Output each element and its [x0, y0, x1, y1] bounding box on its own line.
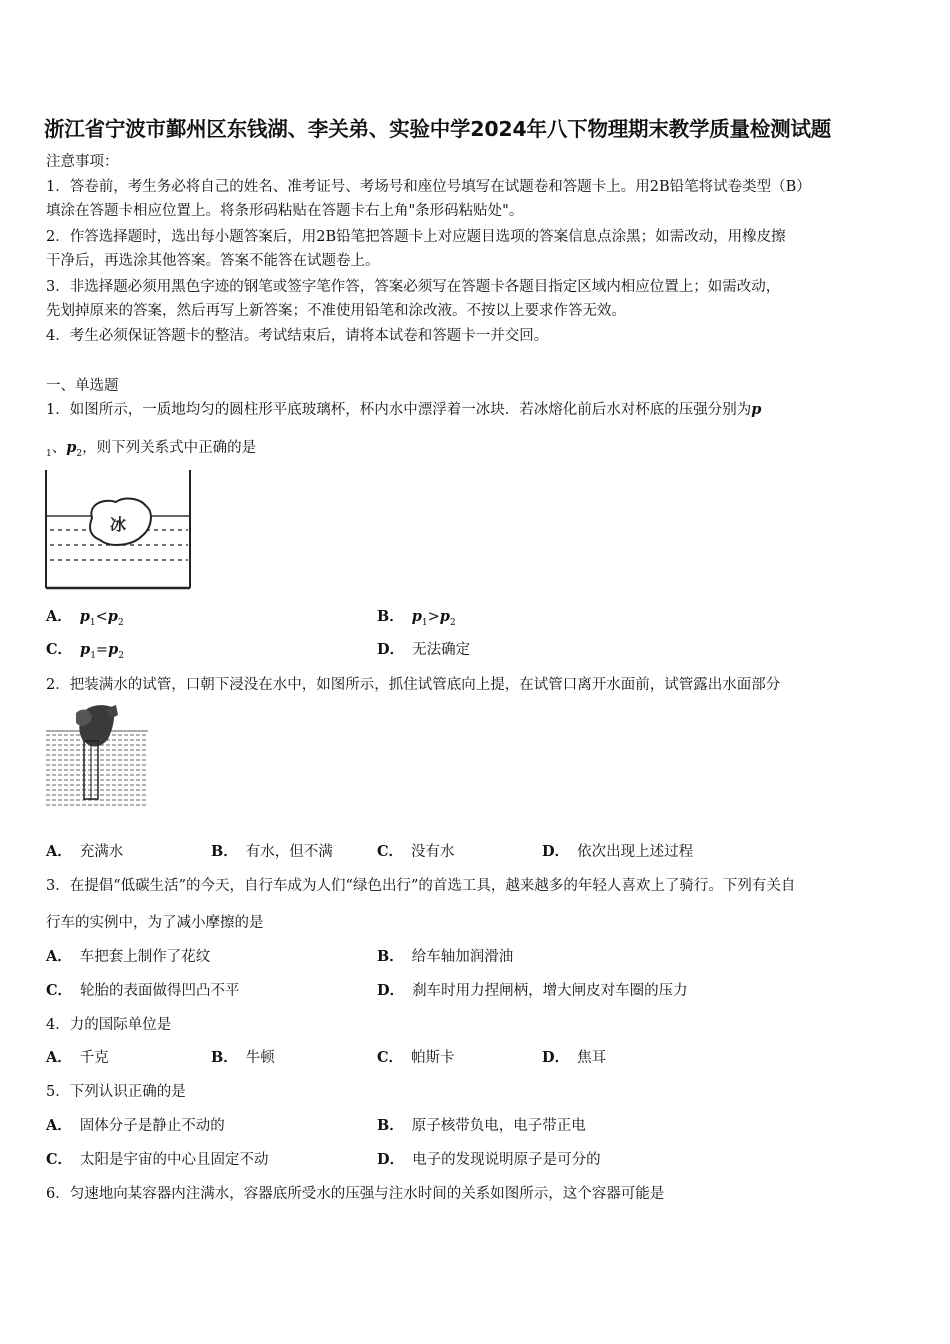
q3-option-c-text: 轮胎的表面做得凹凸不平: [80, 983, 240, 999]
q1-option-c-sub1: 1: [90, 650, 96, 661]
q1-option-a-op: <: [95, 609, 108, 625]
notice-line-5: 3．非选择题必须用黑色字迹的钢笔或签字笔作答，答案必须写在答题卡各题目指定区域内相应位置上；如需改动，: [46, 279, 781, 295]
q1-option-a-var2: p: [107, 608, 118, 625]
q4-option-b-label: B．: [211, 1049, 238, 1066]
q1-var-p: p: [751, 401, 762, 418]
q2-option-a[interactable]: [46, 842, 123, 862]
q1-sep: 、: [51, 440, 67, 456]
q2-option-c-label: C．: [377, 843, 404, 860]
q1-option-c-label: C．: [46, 641, 73, 658]
q1-option-b-op: >: [427, 609, 440, 625]
q1-option-c-op: =: [95, 642, 109, 658]
q6-stem: 6．匀速地向某容器内注满水，容器底所受水的压强与注水时间的关系如图所示，这个容器可能是: [46, 1186, 665, 1202]
q1-stem-line-1: [46, 400, 761, 420]
q2-option-c-text: 没有水: [411, 844, 455, 860]
q1-stem-line-2: [46, 438, 256, 464]
q1-sub-1: 1: [46, 448, 52, 459]
page-title: 浙江省宁波市鄞州区东钱湖、李关弟、实验中学2024年八下物理期末教学质量检测试题: [44, 117, 832, 141]
q3-option-a-text: 车把套上制作了花纹: [79, 949, 211, 965]
q1-option-a-var: p: [79, 608, 90, 625]
q3-option-d-label: D．: [377, 982, 405, 999]
q3-option-a-label: A．: [46, 948, 72, 965]
section-heading: 一、单选题: [46, 378, 119, 394]
q4-option-c-text: 帕斯卡: [411, 1050, 455, 1066]
notice-line-6: 先划掉原来的答案，然后再写上新答案；不准使用铅笔和涂改液。不按以上要求作答无效。: [46, 303, 626, 319]
q2-option-b-text: 有水，但不满: [245, 844, 333, 860]
notice-line-2: 填涂在答题卡相应位置上。将条形码粘贴在答题卡右上角"条形码粘贴处"。: [46, 203, 524, 219]
q1-option-a-sub2: 2: [117, 617, 124, 628]
q3-option-b-label: B．: [377, 948, 404, 965]
q2-option-d[interactable]: [542, 842, 693, 862]
q1-option-c[interactable]: [46, 640, 124, 666]
q3-option-a[interactable]: [46, 947, 210, 967]
q1-option-a-label: A．: [46, 608, 72, 625]
q4-option-b[interactable]: [211, 1048, 275, 1068]
q3-option-c[interactable]: [46, 981, 240, 1001]
q4-option-c-label: C．: [377, 1049, 404, 1066]
q1-ice-label: 冰: [110, 515, 127, 534]
q4-stem: 4．力的国际单位是: [46, 1017, 172, 1033]
q1-option-d-text: 无法确定: [412, 642, 471, 658]
q5-option-d[interactable]: [377, 1150, 601, 1170]
q2-stem: 2．把装满水的试管，口朝下浸没在水中，如图所示，抓住试管底向上提，在试管口离开水面前，试管露出水面部分: [46, 677, 781, 693]
q1-option-c-var: p: [80, 641, 91, 658]
q1-stem-rest: ，则下列关系式中正确的是: [82, 440, 257, 456]
q2-option-d-label: D．: [542, 843, 570, 860]
q3-option-b[interactable]: [377, 947, 513, 967]
notice-line-1: 1．答卷前，考生务必将自己的姓名、准考证号、考场号和座位号填写在试题卷和答题卡上。用2B铅笔将试卷类型（B）: [46, 179, 811, 195]
q5-option-c-text: 太阳是宇宙的中心且固定不动: [80, 1152, 269, 1168]
q1-sub-2: 2: [76, 448, 83, 459]
q2-option-a-text: 充满水: [79, 844, 124, 860]
q3-option-d-text: 刹车时用力捏闸柄，增大闸皮对车圈的压力: [412, 983, 688, 999]
q5-option-a[interactable]: [46, 1116, 225, 1136]
q5-option-c[interactable]: [46, 1150, 269, 1170]
q5-option-d-label: D．: [377, 1151, 405, 1168]
q1-option-c-sub2: 2: [118, 650, 124, 661]
q1-option-a[interactable]: [46, 607, 124, 633]
q1-stem-text: 1．如图所示，一质地均匀的圆柱形平底玻璃杯，杯内水中漂浮着一冰块．若冰熔化前后水对杯底的压强分别为: [46, 402, 752, 418]
q1-option-b-sub2: 2: [449, 617, 456, 628]
q4-option-d-label: D．: [542, 1049, 570, 1066]
q1-option-b-label: B．: [377, 608, 404, 625]
notice-line-3: 2．作答选择题时，选出每小题答案后，用2B铅笔把答题卡上对应题目选项的答案信息点涂黑；如需改动，用橡皮擦: [46, 229, 786, 245]
q2-option-c[interactable]: [377, 842, 455, 862]
q4-option-d[interactable]: [542, 1048, 606, 1068]
q3-option-c-label: C．: [46, 982, 73, 999]
q3-stem-line-1: 3．在提倡“低碳生活”的今天，自行车成为人们“绿色出行”的首选工具，越来越多的年轻人喜欢上了骑行。下列有关自: [46, 878, 796, 894]
q1-option-b-sub1: 1: [421, 617, 428, 628]
q5-option-d-text: 电子的发现说明原子是可分的: [412, 1152, 601, 1168]
q5-option-a-text: 固体分子是静止不动的: [79, 1118, 225, 1134]
q4-option-b-text: 牛顿: [245, 1050, 275, 1066]
q1-option-b-var: p: [411, 608, 422, 625]
q2-option-b-label: B．: [211, 843, 238, 860]
q3-option-b-text: 给车轴加润滑油: [411, 949, 514, 965]
q2-option-a-label: A．: [46, 843, 72, 860]
q1-var-p2: p: [66, 439, 77, 456]
q3-option-d[interactable]: [377, 981, 688, 1001]
q5-stem: 5．下列认识正确的是: [46, 1084, 186, 1100]
q4-option-d-text: 焦耳: [577, 1050, 607, 1066]
q5-option-b-label: B．: [377, 1117, 404, 1134]
q1-option-d[interactable]: [377, 640, 470, 660]
q5-option-b-text: 原子核带负电，电子带正电: [411, 1118, 586, 1134]
q5-option-b[interactable]: [377, 1116, 586, 1136]
notice-line-7: 4．考生必须保证答题卡的整洁。考试结束后，请将本试卷和答题卡一并交回。: [46, 328, 549, 344]
q4-option-a-text: 千克: [79, 1050, 109, 1066]
q5-option-c-label: C．: [46, 1151, 73, 1168]
q2-option-d-text: 依次出现上述过程: [577, 844, 694, 860]
q5-option-a-label: A．: [46, 1117, 72, 1134]
q1-option-d-label: D．: [377, 641, 405, 658]
q1-option-b-var2: p: [439, 608, 450, 625]
q3-stem-line-2: 行车的实例中，为了减小摩擦的是: [46, 915, 264, 931]
q2-option-b[interactable]: [211, 842, 333, 862]
notice-line-4: 干净后，再选涂其他答案。答案不能答在试题卷上。: [46, 253, 380, 269]
q1-option-a-sub1: 1: [89, 617, 96, 628]
q4-option-a[interactable]: [46, 1048, 109, 1068]
q4-option-a-label: A．: [46, 1049, 72, 1066]
notice-heading: 注意事项：: [46, 154, 119, 170]
q4-option-c[interactable]: [377, 1048, 455, 1068]
q1-option-b[interactable]: [377, 607, 456, 633]
q1-option-c-var2: p: [108, 641, 119, 658]
q2-test-tube-figure: [46, 703, 150, 813]
q1-cup-figure: [44, 468, 194, 593]
